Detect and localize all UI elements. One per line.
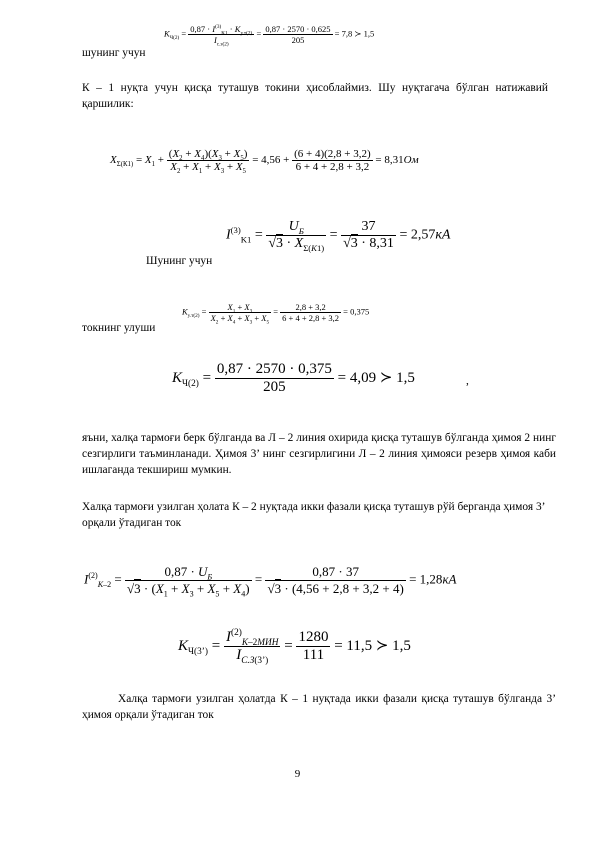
formula-resistance-k1: $X_{\Sigma(К1)} = X_1$ + $\frac{(X_2 + X_4)(X_3 + X_5)}{X_2 + X_1 + X_3 + X_5}$ = 4,56 + $\frac{(6 + 4)(2,8 + 3,2)}{6 + 4 + 2,8 + 3,2}$ = 8,31Ом bbox=[110, 148, 419, 176]
page-number: 9 bbox=[294, 768, 301, 780]
paragraph-k1-intro: К – 1 нуқта учун қисқа туташув токини ҳисоблаймиз. Шу нуқтагача бўлган натижавий қаршилик: bbox=[82, 82, 548, 110]
formula-current-k1: $I^{(3)}_{K1}$ = $\frac{U_Б}{√3 \cdot X_{\Sigma(К1)}}$ = $\frac{37}{√3 \cdot 8,31}$ = 2,57кА bbox=[226, 219, 451, 253]
formula-kch2-first: $K_{Ч(2)}$ = $\frac{0,87 \cdot I^{(3)}_{K1} \cdot K_{у.т(2)}}{I_{с.з(2)}}$ = $\frac{0,87 \cdot 2570 \cdot 0,625}{205}$ = 7,8 ≻ 1,5 bbox=[164, 24, 375, 48]
paragraph-sensitivity: яъни, халқа тармоғи берк бўлганда ва Л – 2 линия охирида қисқа туташув бўлганда ҳимоя 2 нинг сезгирлиги таъминланади. Ҳимоя 3’ нинг сезгирлигини Л – 2 линия ҳимояси резерв ҳимоя каби ишлаганда текшириш мумкин. bbox=[82, 432, 556, 476]
paragraph-k2-current: Халқа тармоғи узилган ҳолата К – 2 нуқтада икки фазали қисқа туташув рўй берганда ҳимоя 3’ орқали ўтадиган ток bbox=[82, 501, 545, 529]
text-shuning-uchun-2: Шунинг учун bbox=[146, 255, 213, 267]
text-toknig-ulushi: токнинг улуши bbox=[82, 322, 156, 334]
text-shuning-uchun-1: шунинг учун bbox=[82, 47, 146, 59]
formula-current-share: $K_{у.т(2)}$ = $\frac{X_1 + X_3}{X_2 + X_4 + X_3 + X_5}$ = $\frac{2,8 + 3,2}{6 + 4 + 2,8 + 3,2}$ = 0,375 bbox=[182, 302, 370, 326]
formula-current-k2: $I^{(2)}_{K-2}$ = $\frac{0,87 \cdot U_Б}{√3 \cdot (X_1 + X_3 + X_5 + X_4)}$ = $\frac{0,87 \cdot 37}{√3 \cdot (4,56 + 2,8 + 3,2 + 4)}$ = 1,28кА bbox=[84, 564, 457, 599]
formula-kch2-second: $K_{Ч(2)}$ = $\frac{0,87 \cdot 2570 \cdot 0,375}{205}$ = 4,09 ≻ 1,5 bbox=[172, 361, 415, 395]
formula-kch3: $K_{Ч(3’)}$ = $\frac{I^{(2)}_{К-2МИН}}{I_{С.З(3’)}}$ = $\frac{1280}{111}$ = 11,5 ≻ 1,5 bbox=[178, 628, 411, 666]
text-comma: , bbox=[466, 375, 469, 387]
paragraph-k1-two-phase: Халқа тармоғи узилган ҳолатда К – 1 нуқтада икки фазали қисқа туташув бўлганда 3’ ҳимоя орқали ўтадиган ток bbox=[82, 693, 556, 721]
